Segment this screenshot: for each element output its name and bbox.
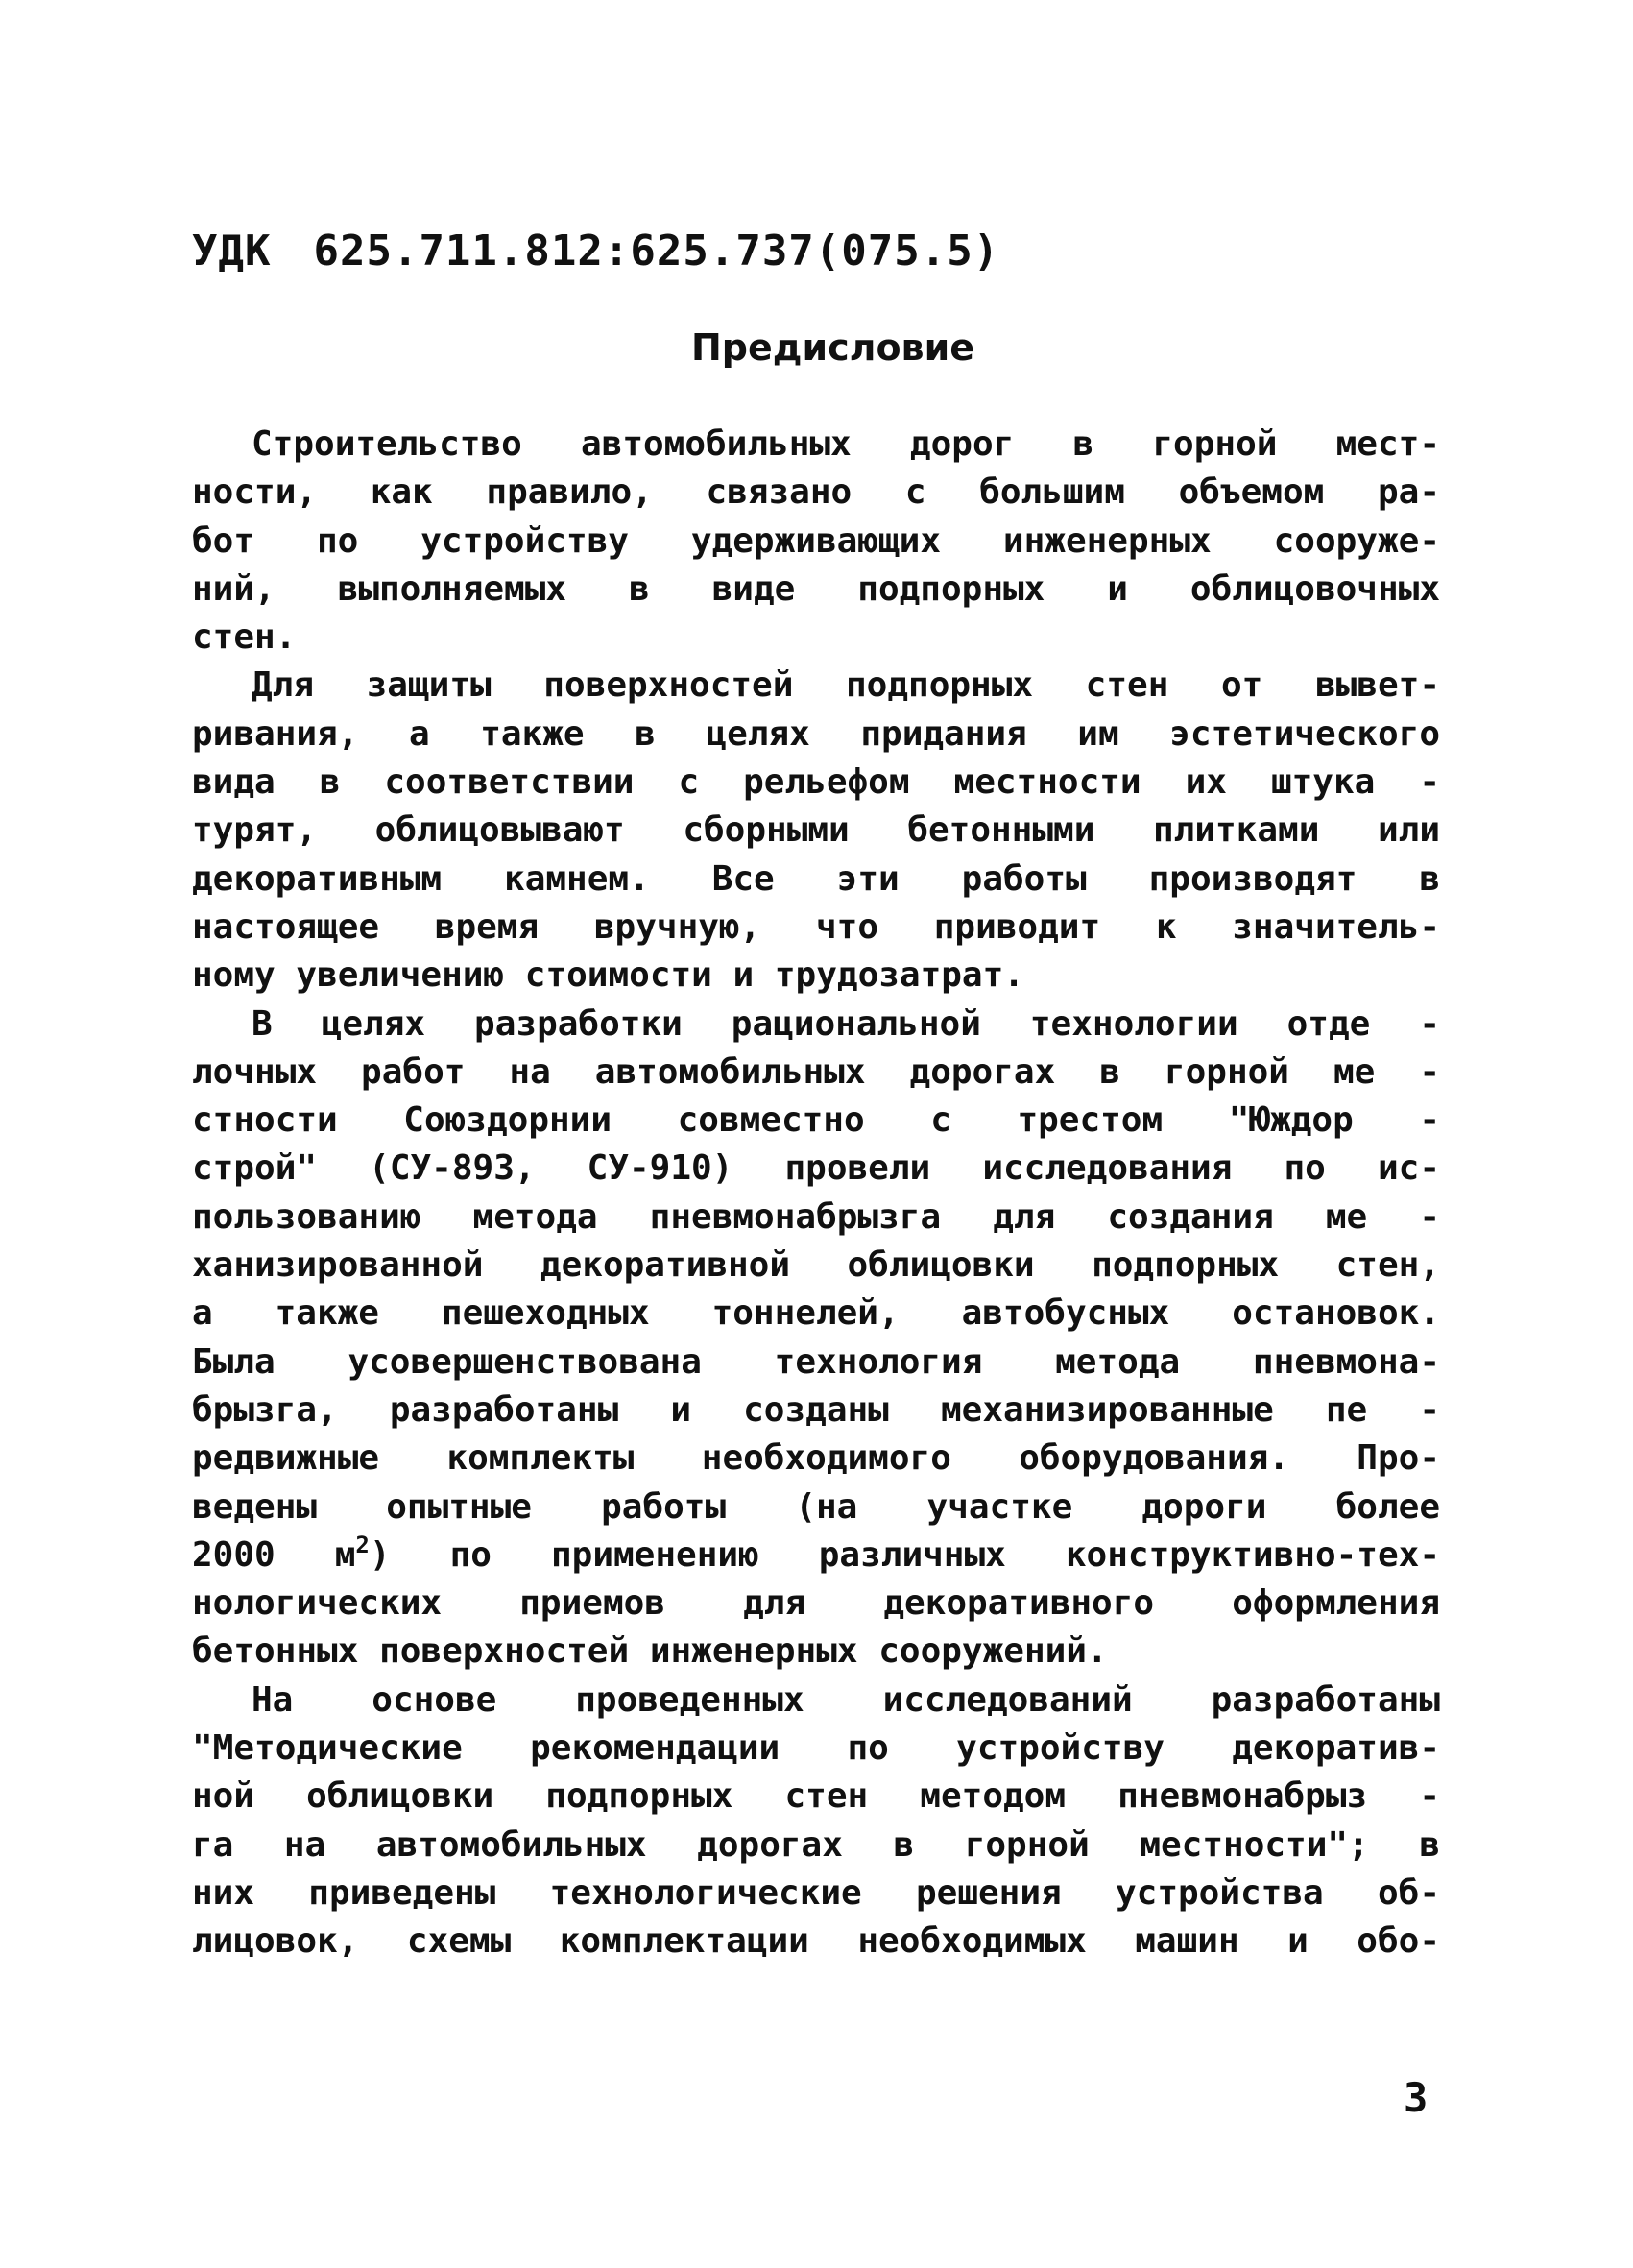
preface-heading: Предисловие — [691, 326, 975, 369]
text-line: лочных работ на автомобильных дорогах в горной ме - — [192, 1051, 1440, 1092]
text-line: них приведены технологические решения устройства об- — [192, 1872, 1440, 1913]
text-line: ному увеличению стоимости и трудозатрат. — [192, 955, 1024, 996]
text-line: "Методические рекомендации по устройству декоратив- — [192, 1728, 1440, 1769]
text-line: ведены опытные работы (на участке дороги более — [192, 1486, 1440, 1527]
text-line: Была усовершенствована технология метода пневмона- — [192, 1341, 1440, 1382]
text-line: настоящее время вручную, что приводит к значитель- — [192, 906, 1440, 947]
text-line: бот по устройству удерживающих инженерных сооруже- — [192, 520, 1440, 561]
text-line: бетонных поверхностей инженерных сооружений. — [192, 1631, 1108, 1672]
text-line: Для защиты поверхностей подпорных стен от вывет- — [252, 665, 1440, 706]
text-fragment: 2000 м — [192, 1534, 356, 1575]
text-line: вида в соответствии с рельефом местности их штука - — [192, 762, 1440, 803]
text-line: На основе проведенных исследований разработаны — [252, 1679, 1440, 1720]
text-line: ности, как правило, связано с большим объемом ра- — [192, 472, 1440, 513]
udk-label: УДК — [192, 227, 272, 276]
text-line: ний, выполняемых в виде подпорных и облицовочных — [192, 568, 1440, 609]
text-line: ной облицовки подпорных стен методом пневмонабрыз - — [192, 1776, 1440, 1817]
preface-body — [192, 421, 1440, 1966]
page-number: 3 — [1404, 2074, 1429, 2121]
text-line: ривания, а также в целях придания им эстетического — [192, 713, 1440, 754]
text-line: а также пешеходных тоннелей, автобусных остановок. — [192, 1293, 1440, 1334]
text-line: турят, облицовывают сборными бетонными плитками или — [192, 810, 1440, 851]
text-line: декоративным камнем. Все эти работы производят в — [192, 858, 1440, 899]
text-line: стности Союздорнии совместно с трестом "Юждор - — [192, 1100, 1440, 1141]
superscript: 2 — [355, 1531, 370, 1558]
text-line: строй" (СУ-893, СУ-910) провели исследования по ис- — [192, 1148, 1440, 1189]
text-line: Строительство автомобильных дорог в горной мест- — [252, 424, 1440, 464]
text-line: брызга, разработаны и созданы механизированные пе - — [192, 1389, 1440, 1430]
text-line: В целях разработки рациональной технологии отде - — [252, 1003, 1440, 1044]
text-line-with-superscript — [192, 1532, 1440, 1580]
text-line: редвижные комплекты необходимого оборудования. Про- — [192, 1438, 1440, 1479]
text-line: стен. — [192, 617, 297, 658]
text-fragment: ) по применению различных конструктивно-тех- — [369, 1534, 1440, 1575]
text-line: нологических приемов для декоративного оформления — [192, 1583, 1440, 1624]
text-line: пользованию метода пневмонабрызга для создания ме - — [192, 1196, 1440, 1237]
udk-code: 625.711.812:625.737(075.5) — [313, 227, 1000, 276]
text-line: га на автомобильных дорогах в горной местности"; в — [192, 1824, 1440, 1865]
text-line: ханизированной декоративной облицовки подпорных стен, — [192, 1245, 1440, 1286]
udk-line — [192, 227, 999, 276]
text-line: лицовок, схемы комплектации необходимых машин и обо- — [192, 1921, 1440, 1962]
